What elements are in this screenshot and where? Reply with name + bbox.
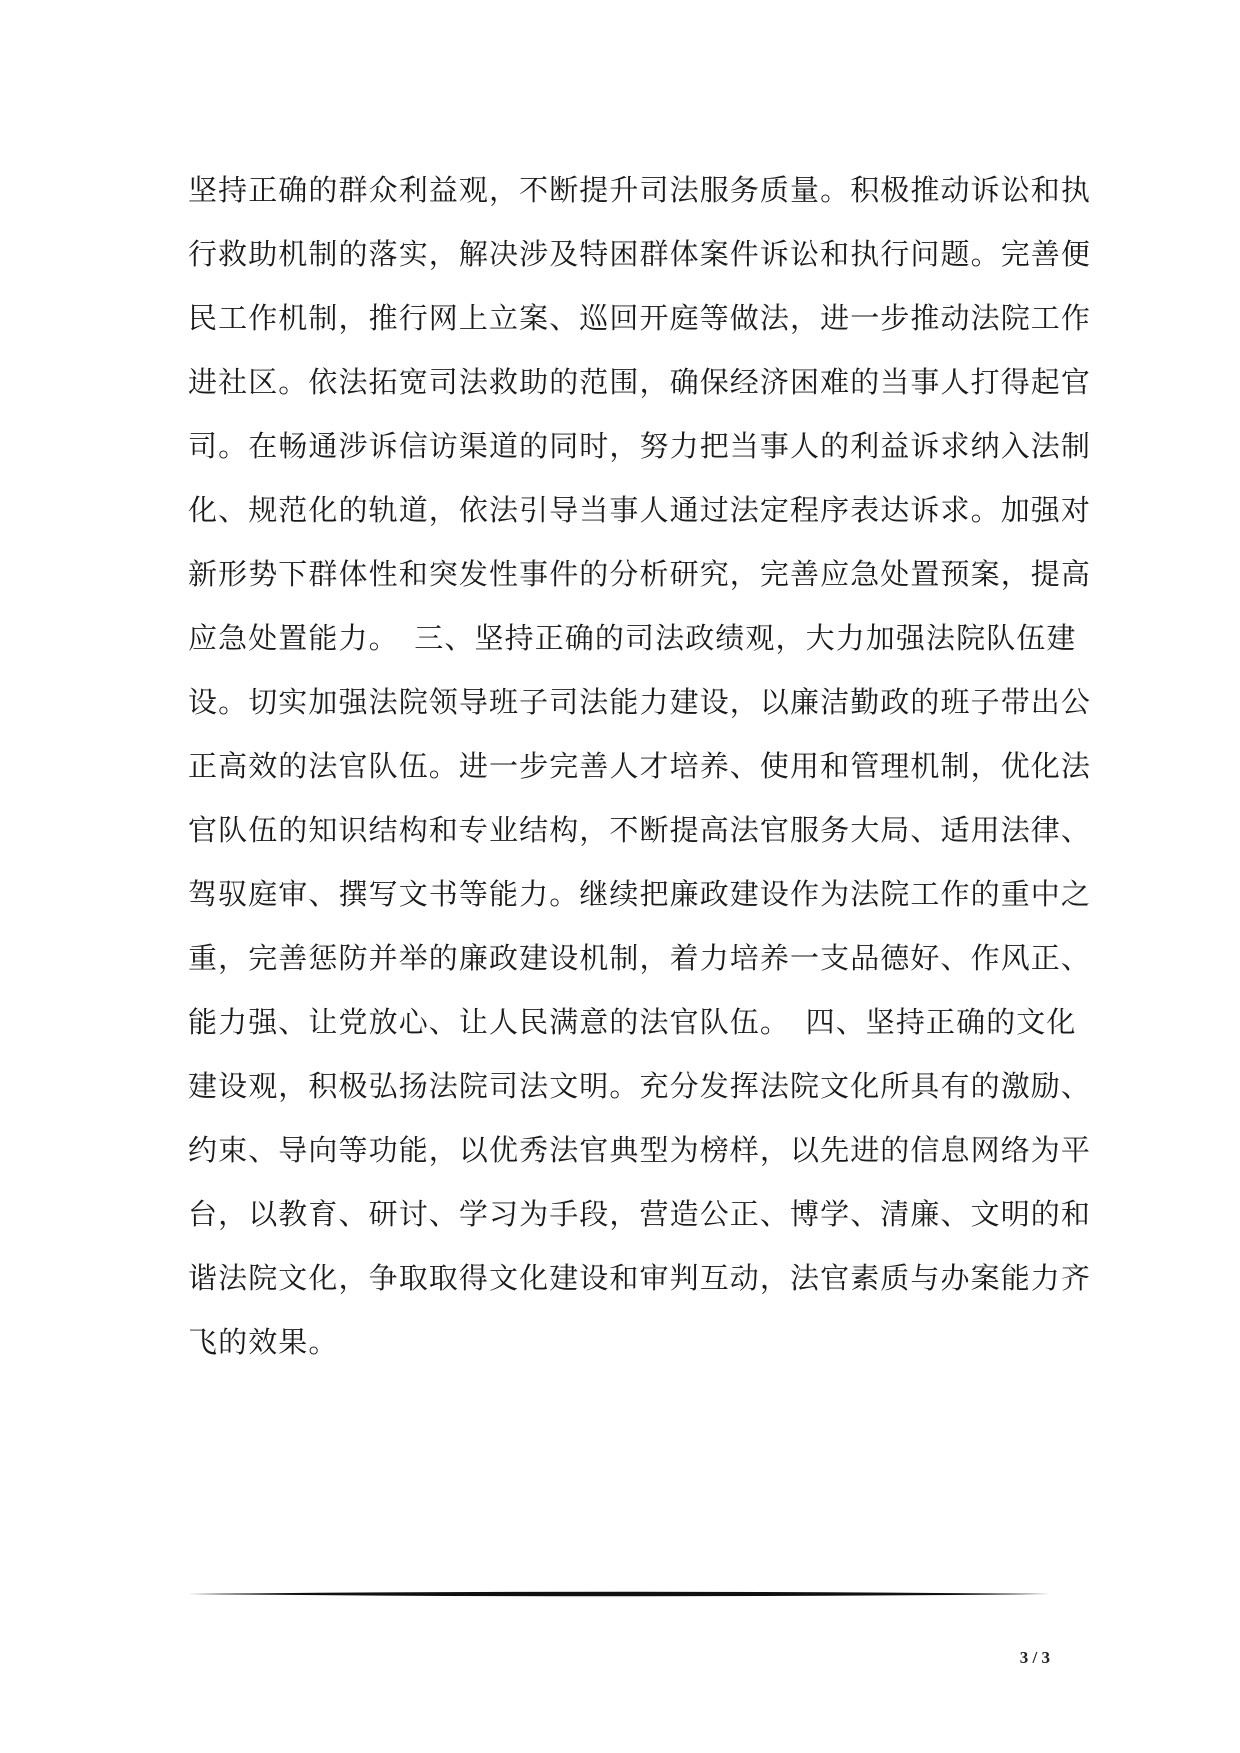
text-line: 司。在畅通涉诉信访渠道的同时，努力把当事人的利益诉求纳入法制 (188, 429, 1092, 463)
text-line: 官队伍的知识结构和专业结构，不断提高法官服务大局、适用法律、 (188, 813, 1092, 847)
text-line: 应急处置能力。 三、坚持正确的司法政绩观，大力加强法院队伍建 (188, 621, 1077, 655)
text-line: 坚持正确的群众利益观，不断提升司法服务质量。积极推动诉讼和执 (188, 173, 1092, 207)
text-line: 正高效的法官队伍。进一步完善人才培养、使用和管理机制，优化法 (188, 749, 1092, 783)
text-line: 飞的效果。 (188, 1325, 339, 1359)
text-line: 进社区。依法拓宽司法救助的范围，确保经济困难的当事人打得起官 (188, 365, 1092, 399)
text-line: 设。切实加强法院领导班子司法能力建设，以廉洁勤政的班子带出公 (188, 685, 1092, 719)
text-line: 建设观，积极弘扬法院司法文明。充分发挥法院文化所具有的激励、 (188, 1069, 1092, 1103)
text-line: 行救助机制的落实，解决涉及特困群体案件诉讼和执行问题。完善便 (188, 237, 1092, 271)
text-line: 驾驭庭审、撰写文书等能力。继续把廉政建设作为法院工作的重中之 (188, 877, 1092, 911)
text-line: 约束、导向等功能，以优秀法官典型为榜样，以先进的信息网络为平 (188, 1133, 1092, 1167)
text-line: 重，完善惩防并举的廉政建设机制，着力培养一支品德好、作风正、 (188, 941, 1092, 975)
text-line: 谐法院文化，争取取得文化建设和审判互动，法官素质与办案能力齐 (188, 1261, 1092, 1295)
footer-divider (188, 1591, 1050, 1597)
text-line: 化、规范化的轨道，依法引导当事人通过法定程序表达诉求。加强对 (188, 493, 1092, 527)
text-line: 民工作机制，推行网上立案、巡回开庭等做法，进一步推动法院工作 (188, 301, 1092, 335)
text-line: 能力强、让党放心、让人民满意的法官队伍。 四、坚持正确的文化 (188, 1005, 1077, 1039)
page-number: 3 / 3 (1019, 1648, 1050, 1667)
body-paragraph (188, 158, 1092, 1374)
text-line: 台，以教育、研讨、学习为手段，营造公正、博学、清廉、文明的和 (188, 1197, 1092, 1231)
text-line: 新形势下群体性和突发性事件的分析研究，完善应急处置预案，提高 (188, 557, 1092, 591)
